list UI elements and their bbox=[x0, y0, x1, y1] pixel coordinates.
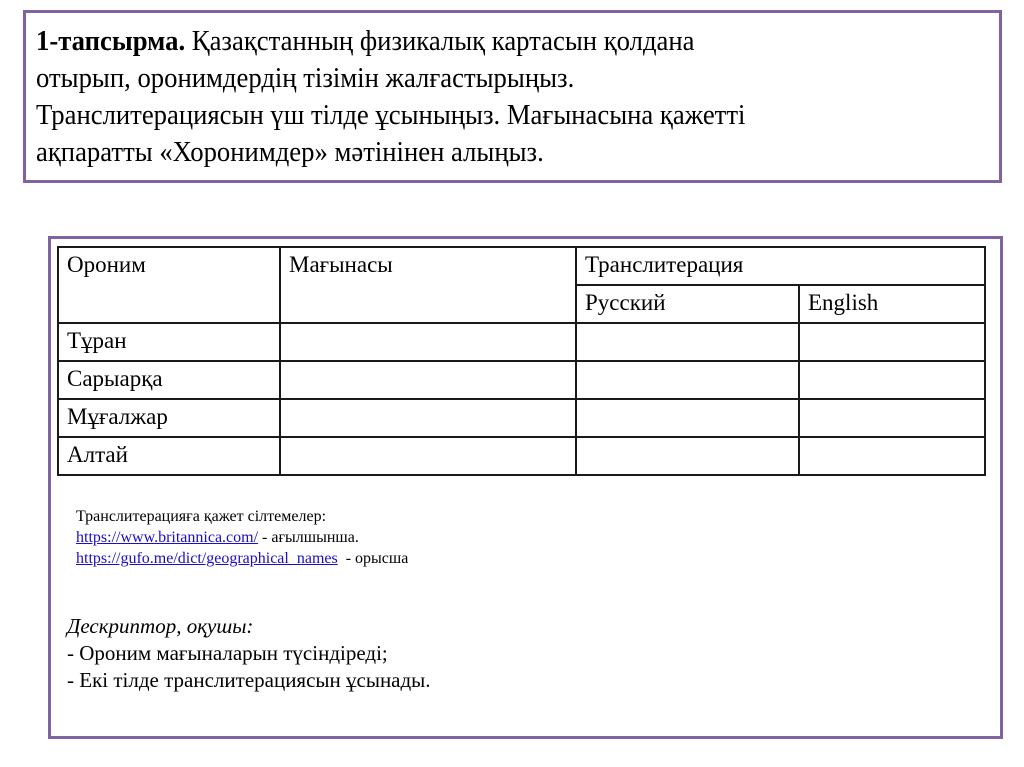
task-line-1: 1-тапсырма. Қазақстанның физикалық картасын қолдана bbox=[36, 25, 695, 57]
descriptor bbox=[67, 613, 431, 694]
gufo-link[interactable]: https://gufo.me/dict/geographical_names bbox=[76, 550, 338, 567]
header-russian: Русский bbox=[576, 285, 799, 323]
reference-line: https://gufo.me/dict/geographical_names - орысша bbox=[76, 550, 409, 567]
cell-oronym: Алтай bbox=[58, 437, 280, 475]
table-row bbox=[58, 399, 985, 437]
cell-oronym: Тұран bbox=[58, 323, 280, 361]
cell-russian[interactable] bbox=[576, 399, 799, 437]
table-header-row bbox=[58, 247, 985, 285]
oronym-table bbox=[57, 246, 986, 476]
descriptor-title: Дескриптор, оқушы: bbox=[67, 614, 254, 638]
cell-english[interactable] bbox=[799, 361, 985, 399]
table-row bbox=[58, 437, 985, 475]
cell-meaning[interactable] bbox=[280, 437, 576, 475]
task-line-3: Транслитерациясын үш тілде ұсыныңыз. Мағынасына қажетті bbox=[36, 99, 746, 131]
cell-oronym: Мұғалжар bbox=[58, 399, 280, 437]
header-english: English bbox=[799, 285, 985, 323]
references-title: Транслитерацияға қажет сілтемелер: bbox=[76, 508, 327, 525]
task-line-4: ақпаратты «Хоронимдер» мәтінінен алыңыз. bbox=[36, 136, 544, 168]
table-row bbox=[58, 323, 985, 361]
reference-line: https://www.britannica.com/ - ағылшынша. bbox=[76, 529, 359, 546]
header-transliteration: Транслитерация bbox=[576, 247, 985, 285]
task-text bbox=[36, 23, 910, 171]
descriptor-item: - Екі тілде транслитерациясын ұсынады. bbox=[67, 668, 431, 692]
table-row bbox=[58, 361, 985, 399]
cell-oronym: Сарыарқа bbox=[58, 361, 280, 399]
task-label: 1-тапсырма. bbox=[36, 25, 186, 57]
references bbox=[76, 506, 408, 569]
cell-meaning[interactable] bbox=[280, 323, 576, 361]
britannica-link[interactable]: https://www.britannica.com/ bbox=[76, 529, 259, 546]
cell-meaning[interactable] bbox=[280, 399, 576, 437]
task-line-2: отырып, оронимдердің тізімін жалғастырыңыз. bbox=[36, 62, 575, 94]
cell-english[interactable] bbox=[799, 323, 985, 361]
cell-russian[interactable] bbox=[576, 437, 799, 475]
cell-russian[interactable] bbox=[576, 323, 799, 361]
header-meaning: Мағынасы bbox=[280, 247, 576, 323]
task-box bbox=[23, 10, 1002, 183]
worksheet-box bbox=[48, 236, 1003, 739]
cell-english[interactable] bbox=[799, 399, 985, 437]
descriptor-item: - Ороним мағыналарын түсіндіреді; bbox=[67, 641, 388, 665]
header-oronym: Ороним bbox=[58, 247, 280, 323]
cell-english[interactable] bbox=[799, 437, 985, 475]
cell-russian[interactable] bbox=[576, 361, 799, 399]
cell-meaning[interactable] bbox=[280, 361, 576, 399]
